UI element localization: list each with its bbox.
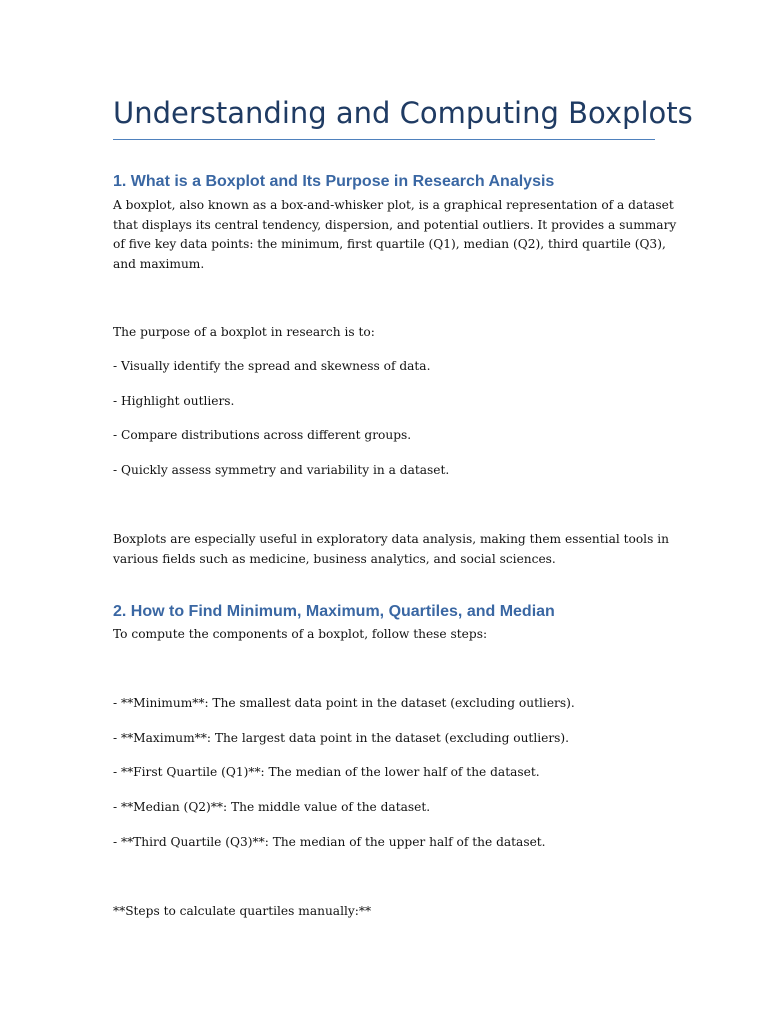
component-list-item: - **Maximum**: The largest data point in the dataset (excluding outliers). [113,731,570,745]
purpose-list-item: - Highlight outliers. [113,394,235,408]
section-2-heading: 2. How to Find Minimum, Maximum, Quartiles, and Median [113,603,555,620]
title-underline-rule [113,139,655,140]
section-1-closing-paragraph [113,530,669,569]
component-list-item: - **Median (Q2)**: The middle value of the dataset. [113,800,431,814]
paragraph-line: of five key data points: the minimum, first quartile (Q1), median (Q2), third quartile (Q3), [113,237,666,251]
paragraph-line: that displays its central tendency, dispersion, and potential outliers. It provides a summary [113,217,677,232]
component-list-item: - **Minimum**: The smallest data point in the dataset (excluding outliers). [113,696,575,710]
component-list-item: - **Third Quartile (Q3)**: The median of the upper half of the dataset. [113,835,546,849]
paragraph-line: Boxplots are especially useful in exploratory data analysis, making them essential tools in [113,532,669,546]
component-list-item: - **First Quartile (Q1)**: The median of the lower half of the dataset. [113,765,540,779]
paragraph-line: and maximum. [113,256,205,271]
section-1-heading: 1. What is a Boxplot and Its Purpose in Research Analysis [113,173,555,190]
purpose-list-item: - Visually identify the spread and skewness of data. [113,359,431,373]
purpose-lead-paragraph: The purpose of a boxplot in research is to: [113,325,375,339]
purpose-list-item: - Compare distributions across different groups. [113,428,412,442]
section-2-lead-paragraph: To compute the components of a boxplot, follow these steps: [113,627,488,641]
section-1-intro-paragraph [113,196,676,274]
paragraph-line: various fields such as medicine, business analytics, and social sciences. [113,551,556,566]
document-title: Understanding and Computing Boxplots [113,96,693,130]
paragraph-line: A boxplot, also known as a box-and-whisker plot, is a graphical representation of a dataset [113,198,674,212]
purpose-list-item: - Quickly assess symmetry and variability in a dataset. [113,463,450,477]
steps-heading-paragraph: **Steps to calculate quartiles manually:** [113,904,372,918]
